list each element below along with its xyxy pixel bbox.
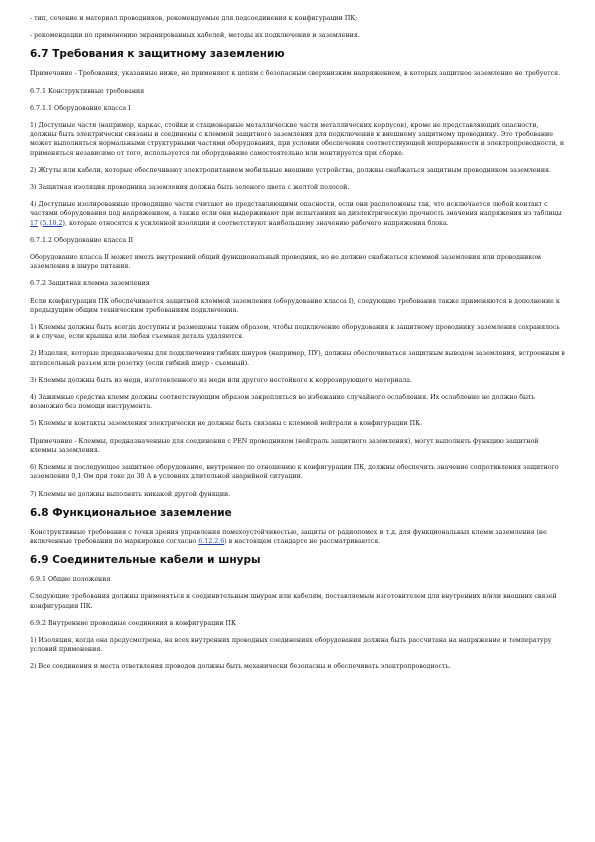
- cross-reference-link[interactable]: 17: [30, 219, 39, 227]
- paragraph: 6.7.1.2 Оборудование класса II: [30, 236, 134, 244]
- paragraph: 3) Защитная изоляция проводника заземления должна быть зеленого цвета с желтой полосой.: [30, 184, 350, 192]
- cross-reference-link[interactable]: 5.10.2: [42, 219, 63, 227]
- paragraph: - рекомендации по применению экранированных кабелей, методы их подключения и заземления.: [30, 32, 360, 40]
- paragraph-text: (: [38, 219, 43, 227]
- paragraph: [30, 528, 565, 546]
- paragraph: 2) Все соединения и места ответвления проводов должны быть механически безопасны и обеспечивать электропроводность.: [30, 663, 451, 671]
- section-heading: 6.7 Требования к защитному заземлению: [30, 48, 285, 61]
- paragraph-text: 4) Доступные изолированные проводящие части считают не представляющими опасности, если они расположены так, что исключается любой контакт с частями оборудования под напряжением, а также если они выдерживают при испытаниях на диэлектрическую прочность значения напряжения из таблицы: [30, 201, 562, 218]
- paragraph: 4) Зажимные средства клемм должны соответствующим образом закрепляться во избежание случайного ослабления. Их ослабление не должно быть возможно без помощи инструмента.: [30, 394, 535, 411]
- paragraph-text: ) в настоящем стандарте не рассматриваются.: [224, 537, 381, 545]
- paragraph: 6.7.2 Защитная клемма заземления: [30, 280, 150, 288]
- section-heading: 6.8 Функциональное заземление: [30, 506, 232, 519]
- paragraph: Примечание - Требования, указанные ниже, не применяют к цепям с безопасным сверхнизким напряжением, в которых защитное заземление не требуется.: [30, 70, 561, 78]
- paragraph: 1) Клеммы должны быть всегда доступны и размещены таким образом, чтобы подключение оборудования к защитному проводнику заземления сохранялось и в случае, если крышка или любая съемная деталь удаляются.: [30, 324, 560, 341]
- paragraph: 6.7.1.1 Оборудование класса I: [30, 104, 131, 112]
- paragraph: 3) Клеммы должны быть из меди, изготовленного из меди или другого нестойкого к коррозирующего материала.: [30, 376, 413, 384]
- paragraph: 6.9.2 Внутренние проводные соединения в конфигурации ПК: [30, 619, 236, 627]
- paragraph: 6.7.1 Конструктивные требования: [30, 87, 145, 95]
- paragraph: Оборудование класса II может иметь внутренний общий функциональный проводник, но не должно снабжаться клеммой заземления или проводником заземления в шнуре питания.: [30, 254, 541, 271]
- paragraph: 6) Клеммы и последующее защитное оборудование, внутреннее по отношению к конфигурации ПК, должны обеспечить значение сопротивления защитного заземления 0,1 Ом при токе до 30 А в условиях длительной аварийной ситуации.: [30, 464, 559, 481]
- paragraph: Следующие требования должны применяться к соединительным шнурам или кабелям, поставляемым изготовителем для внутренних и/или внешних связей конфигурации ПК.: [30, 593, 557, 610]
- cross-reference-link[interactable]: 6.12.2.6: [198, 537, 225, 545]
- paragraph: 6.9.1 Общие положения: [30, 576, 111, 584]
- paragraph: 2) Жгуты или кабели, которые обеспечивают электропитанием мобильные внешние устройства, должны снабжаться защитным проводником заземления.: [30, 166, 552, 174]
- paragraph: 1) Изоляция, когда она предусмотрена, на всех внутренних проводных соединениях оборудования должна быть рассчитана на напряжение и температуру условий применения.: [30, 636, 552, 654]
- paragraph: 5) Клеммы и контакты заземления электрически не должны быть связаны с клеммой нейтрали в конфигурации ПК.: [30, 420, 422, 428]
- paragraph: Если конфигурация ПК обеспечивается защитной клеммой заземления (оборудование класса I), следующие требования также применяются в дополнение к предыдущим общим техническим требованиям подключения.: [30, 297, 560, 314]
- section-heading: 6.9 Соединительные кабели и шнуры: [30, 554, 261, 567]
- paragraph: Примечание - Клеммы, предназначенные для соединения с PEN проводником (нейтраль защитного заземления), могут выполнять функцию защитной клеммы заземления.: [30, 437, 539, 454]
- paragraph: 2) Изделия, которые предназначены для подключения гибких шнуров (например, ПУ), должны обеспечиваться защитным выводом заземления, встроенным в штепсельный разъем или розетку (если гибкий шнур - съемный).: [30, 350, 565, 367]
- paragraph: 7) Клеммы не должны выполнять никакой другой функции.: [30, 490, 231, 498]
- paragraph-text: Конструктивные требования с точки зрения управления помехоустойчивостью, защиты от радиопомех и т.д. для функциональных клемм заземления (не включенные требования по маркировке согласно: [30, 528, 547, 545]
- paragraph: - тип, сечение и материал проводников, рекомендуемые для подсоединения к конфигурации ПК;: [30, 15, 358, 22]
- paragraph-text: ), которые относятся к усиленной изоляции и соответствуют наибольшему значению рабочего напряжения блока.: [62, 219, 449, 227]
- paragraph: [30, 200, 565, 228]
- paragraph: 1) Доступные части (например, каркас, стойки и стационарные металлические части металлических корпусов), кроме не представляющих опасности, должны быть электрически связаны и соединены с клеммой защитного заземления для подключения к внешнему защитному проводнику. Это требование может выполняться нормальными структурными частями оборудования, при условии обеспечения соответствующей непрерывности и электропроводности, и применяться независимо от того, используется ли оборудование самостоятельно или монтируется при сборке.: [30, 122, 565, 157]
